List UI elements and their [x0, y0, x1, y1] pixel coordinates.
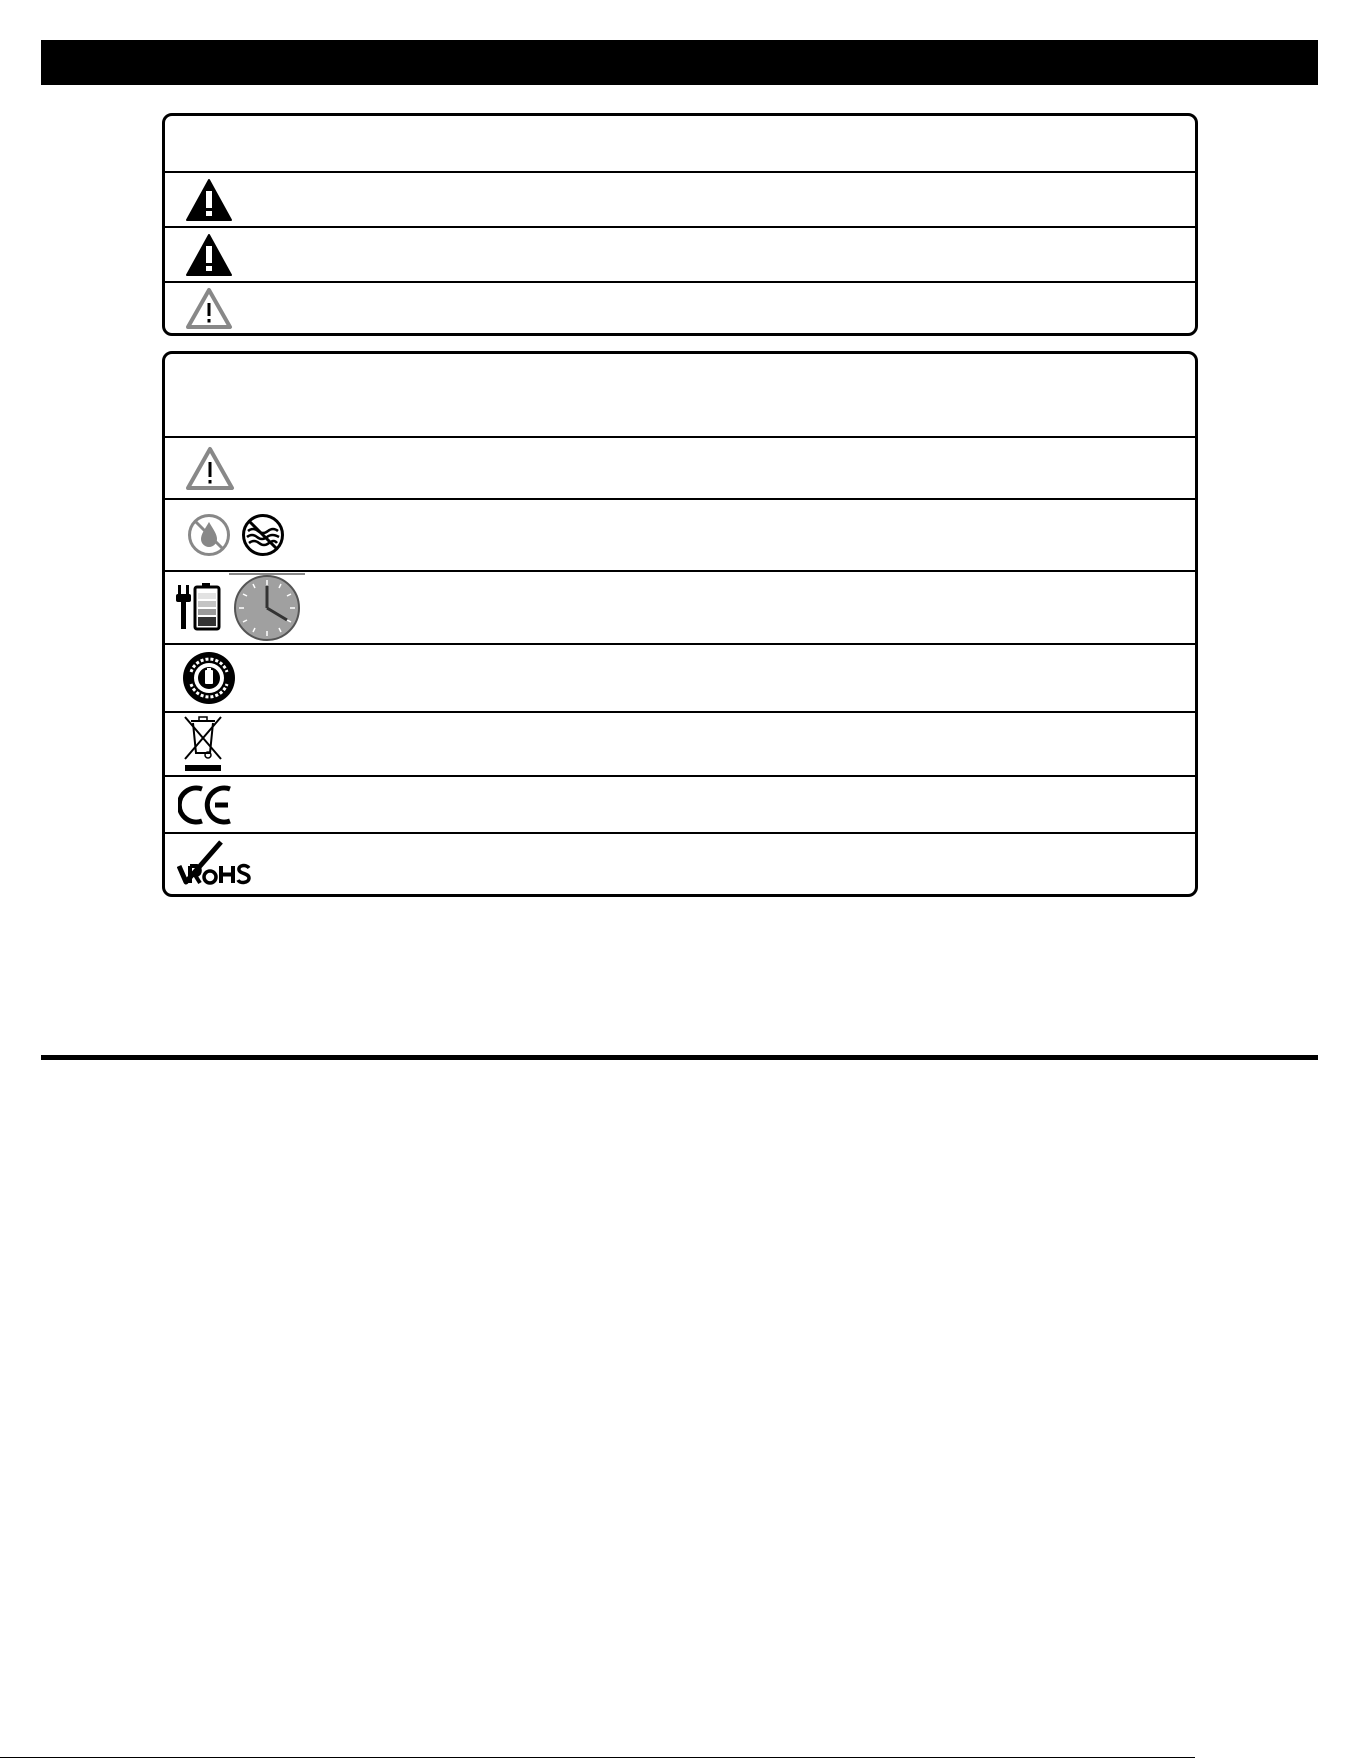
recycle-row	[165, 643, 1195, 711]
charge-time-icon-cell	[165, 572, 306, 643]
warning-triangle-icon	[185, 233, 233, 277]
water-row	[165, 498, 1195, 570]
caution-row	[165, 281, 1195, 333]
safety-alert-icon	[185, 445, 235, 491]
safety-symbols-header-row	[165, 354, 1195, 436]
safety-alert-row	[165, 436, 1195, 498]
ce-mark-icon	[178, 783, 234, 827]
ce-row	[165, 775, 1195, 832]
danger-row	[165, 171, 1195, 226]
rohs-row	[165, 832, 1195, 894]
section-divider	[41, 1055, 1318, 1060]
safety-symbols-box	[162, 351, 1198, 897]
rohs-icon	[177, 840, 273, 888]
water-icon-cell	[165, 500, 285, 570]
section-title-bar	[41, 40, 1318, 85]
ce-icon-cell	[165, 777, 234, 832]
weee-icon-cell	[165, 713, 225, 775]
danger-icon-cell	[165, 173, 233, 226]
no-submerge-icon	[241, 513, 285, 557]
rbrc-recycle-icon	[181, 650, 237, 706]
recycle-icon-cell	[165, 645, 237, 711]
warning-icon-cell	[165, 228, 233, 281]
weee-row	[165, 711, 1195, 775]
weee-bin-icon	[181, 715, 225, 773]
danger-triangle-icon	[185, 178, 233, 222]
caution-triangle-icon	[185, 286, 233, 330]
safety-alert-icon-cell	[165, 438, 235, 498]
signal-word-header-row	[165, 116, 1195, 171]
signal-word-box	[162, 113, 1198, 336]
charge-time-row	[165, 570, 1195, 643]
rohs-icon-cell	[165, 834, 273, 894]
caution-icon-cell	[165, 283, 233, 333]
footer-rule	[0, 1757, 1195, 1758]
warning-row	[165, 226, 1195, 281]
charge-time-icon	[176, 573, 306, 643]
no-water-icon	[187, 513, 231, 557]
